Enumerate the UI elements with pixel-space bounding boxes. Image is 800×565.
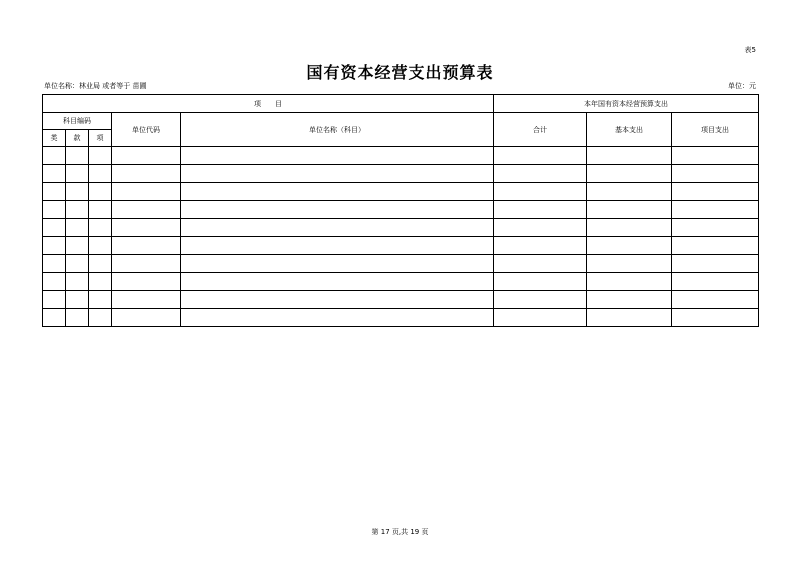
header-kuan: 款 (66, 130, 89, 147)
table-row (43, 183, 759, 201)
unit-name: 单位名称：林业局 或者等于 苗圃 (44, 82, 147, 90)
table-row (43, 201, 759, 219)
header-xiang: 项 (89, 130, 112, 147)
table-row (43, 273, 759, 291)
table-row (43, 147, 759, 165)
budget-table (42, 94, 759, 327)
table-row (43, 219, 759, 237)
header-basic: 基本支出 (587, 113, 672, 147)
page-footer: 第 17 页,共 19 页 (371, 528, 429, 536)
table-row (43, 237, 759, 255)
currency-unit: 单位：元 (728, 82, 756, 90)
header-total: 合计 (494, 113, 587, 147)
table-row (43, 255, 759, 273)
header-unit-subject: 单位名称（科目） (181, 113, 494, 147)
header-item: 项 目 (43, 95, 494, 113)
header-lei: 类 (43, 130, 66, 147)
header-project: 项目支出 (672, 113, 759, 147)
page-title: 国有资本经营支出预算表 (306, 63, 494, 82)
header-subject-code: 科目编码 (43, 113, 112, 130)
header-unit-code: 单位代码 (112, 113, 181, 147)
header-current-year: 本年国有资本经营预算支出 (494, 95, 759, 113)
table-row (43, 165, 759, 183)
table-row (43, 309, 759, 327)
table-row (43, 291, 759, 309)
table-number: 表5 (744, 46, 756, 54)
